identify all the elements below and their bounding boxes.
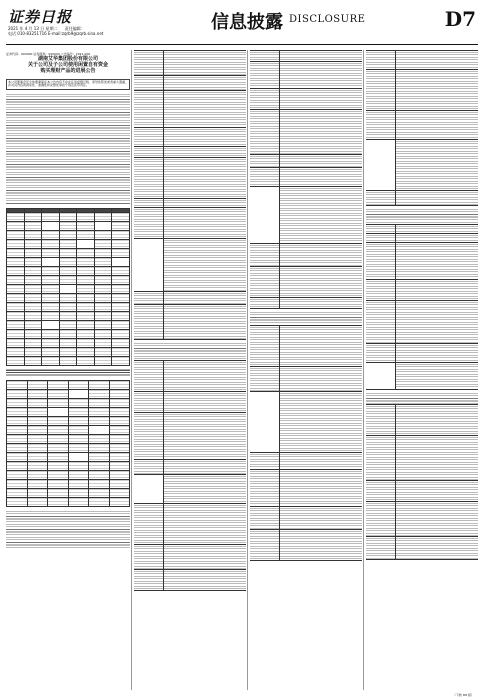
info-table-c bbox=[250, 50, 362, 309]
info-table-b bbox=[134, 360, 246, 591]
headline-line-1: 关于公司及子公司使用闲置自有资金 bbox=[27, 62, 108, 69]
info-table-f bbox=[366, 224, 478, 390]
section-text bbox=[366, 392, 478, 404]
column-1 bbox=[6, 50, 130, 690]
article-header bbox=[6, 52, 130, 75]
holdings-table bbox=[6, 208, 130, 366]
table-caption bbox=[6, 369, 130, 377]
issue-info bbox=[8, 26, 109, 36]
company-name: 湖南艾华集团股份有限公司 bbox=[37, 56, 98, 62]
section-text bbox=[134, 342, 246, 360]
info-table-e bbox=[366, 50, 478, 206]
issue-date: 2021 年 4 月 13 日 星期二 bbox=[8, 26, 58, 31]
column-3 bbox=[250, 50, 362, 690]
body-text-end bbox=[6, 510, 130, 550]
info-table-d bbox=[250, 325, 362, 561]
body-text bbox=[6, 93, 130, 205]
editor-line: 责任编辑： bbox=[64, 26, 85, 31]
continued-note: （下转 D8 版） bbox=[452, 693, 474, 697]
column-divider bbox=[131, 50, 132, 690]
column-divider bbox=[247, 50, 248, 690]
info-table-g bbox=[366, 404, 478, 560]
products-table bbox=[6, 380, 130, 507]
section-title-cn: 信息披露 bbox=[211, 12, 283, 33]
column-divider bbox=[363, 50, 364, 690]
stock-codes: 证券代码：000000 证券简称：000000 公告编号：2021-000 bbox=[6, 52, 91, 56]
page-number: D7 bbox=[444, 7, 476, 31]
masthead bbox=[6, 4, 478, 45]
column-4 bbox=[366, 50, 478, 690]
headline-line-2: 购买理财产品的进展公告 bbox=[40, 68, 96, 75]
info-table-a bbox=[134, 50, 246, 340]
contact-line: 电话 010-83251716 E-mail:zqrb9@zqrb.sina.net bbox=[8, 31, 104, 36]
board-notice: 本公司董事会及全体董事保证本公告内容不存在任何虚假记载、误导性陈述或者重大遗漏，并对其内容的真实性、准确性和完整性承担个别及连带责任。 bbox=[6, 79, 130, 90]
column-2 bbox=[134, 50, 246, 690]
newspaper-logo: 证券日报 bbox=[8, 8, 73, 26]
section-text bbox=[250, 311, 362, 325]
section-text bbox=[366, 208, 478, 224]
section-title-en: DISCLOSURE bbox=[289, 14, 366, 25]
